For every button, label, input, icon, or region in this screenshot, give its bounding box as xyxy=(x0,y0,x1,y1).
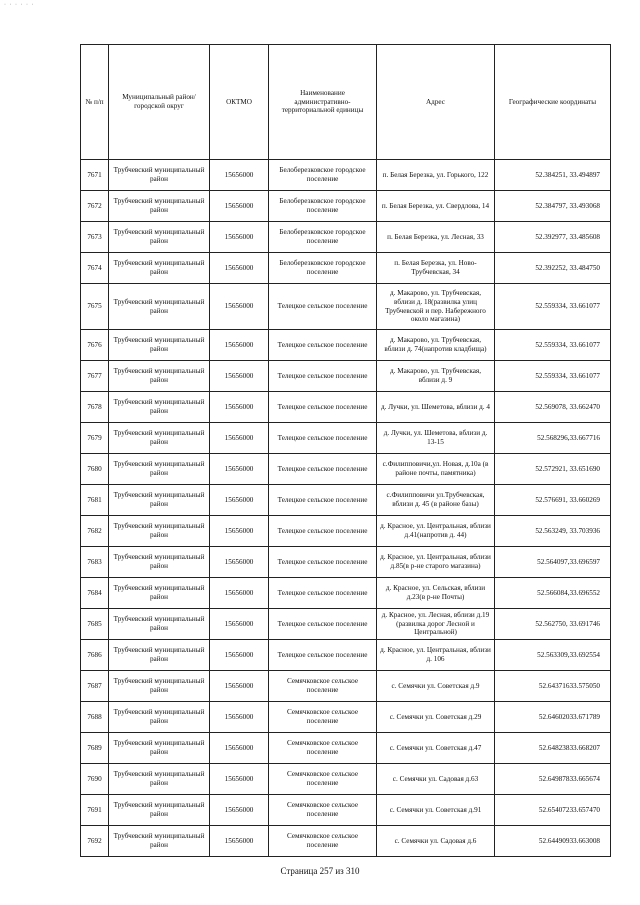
cell-address: п. Белая Березка, ул. Ново-Трубчевская, 34 xyxy=(377,253,495,284)
cell-address: с.Филипповичи ул.Трубчевская, вблизи д. 45 (в районе базы) xyxy=(377,485,495,516)
table-row xyxy=(81,253,611,284)
cell-coords: 52.563309,33.692554 xyxy=(495,640,611,671)
cell-coords: 52.559334, 33.661077 xyxy=(495,330,611,361)
cell-unit: Телецкое сельское поселение xyxy=(269,640,377,671)
cell-address: д. Лучки, ул. Шеметова, вблизи д. 4 xyxy=(377,392,495,423)
cell-num: 7692 xyxy=(81,826,109,857)
cell-num: 7685 xyxy=(81,609,109,640)
cell-oktmo: 15656000 xyxy=(210,423,269,454)
table-row xyxy=(81,191,611,222)
cell-address: с. Семячки ул. Советская д.9 xyxy=(377,671,495,702)
table-row xyxy=(81,392,611,423)
cell-district: Трубчевский муниципальный район xyxy=(109,516,210,547)
cell-address: п. Белая Березка, ул. Лесная, 33 xyxy=(377,222,495,253)
cell-oktmo: 15656000 xyxy=(210,671,269,702)
cell-district: Трубчевский муниципальный район xyxy=(109,392,210,423)
cell-num: 7679 xyxy=(81,423,109,454)
cell-address: п. Белая Березка, ул. Горького, 122 xyxy=(377,160,495,191)
cell-unit: Белоберезковское городское поселение xyxy=(269,191,377,222)
cell-unit: Семячковское сельское поселение xyxy=(269,733,377,764)
cell-num: 7680 xyxy=(81,454,109,485)
cell-unit: Телецкое сельское поселение xyxy=(269,609,377,640)
cell-oktmo: 15656000 xyxy=(210,547,269,578)
header-coords: Географические координаты xyxy=(495,45,611,160)
cell-num: 7688 xyxy=(81,702,109,733)
cell-coords: 52.559334, 33.661077 xyxy=(495,284,611,330)
table-row xyxy=(81,826,611,857)
cell-unit: Телецкое сельское поселение xyxy=(269,284,377,330)
cell-oktmo: 15656000 xyxy=(210,253,269,284)
table-row xyxy=(81,671,611,702)
cell-unit: Семячковское сельское поселение xyxy=(269,826,377,857)
cell-num: 7683 xyxy=(81,547,109,578)
scan-corner-mark: · · · · · · xyxy=(4,2,35,8)
cell-unit: Телецкое сельское поселение xyxy=(269,547,377,578)
cell-unit: Белоберезковское городское поселение xyxy=(269,222,377,253)
cell-address: д. Макарово, ул. Трубчевская, вблизи д. 9 xyxy=(377,361,495,392)
cell-district: Трубчевский муниципальный район xyxy=(109,609,210,640)
table-row xyxy=(81,222,611,253)
table-row xyxy=(81,423,611,454)
cell-num: 7684 xyxy=(81,578,109,609)
cell-coords: 52.65407233.657470 xyxy=(495,795,611,826)
cell-num: 7681 xyxy=(81,485,109,516)
header-oktmo: ОКТМО xyxy=(210,45,269,160)
cell-unit: Семячковское сельское поселение xyxy=(269,764,377,795)
cell-coords: 52.566084,33.696552 xyxy=(495,578,611,609)
cell-oktmo: 15656000 xyxy=(210,454,269,485)
cell-oktmo: 15656000 xyxy=(210,609,269,640)
cell-oktmo: 15656000 xyxy=(210,795,269,826)
cell-district: Трубчевский муниципальный район xyxy=(109,795,210,826)
cell-coords: 52.384251, 33.494897 xyxy=(495,160,611,191)
cell-oktmo: 15656000 xyxy=(210,640,269,671)
table-row xyxy=(81,547,611,578)
cell-district: Трубчевский муниципальный район xyxy=(109,702,210,733)
cell-num: 7686 xyxy=(81,640,109,671)
cell-district: Трубчевский муниципальный район xyxy=(109,253,210,284)
cell-num: 7677 xyxy=(81,361,109,392)
table-row xyxy=(81,578,611,609)
table-row xyxy=(81,516,611,547)
header-district: Муниципальный район/городской округ xyxy=(109,45,210,160)
cell-district: Трубчевский муниципальный район xyxy=(109,330,210,361)
cell-district: Трубчевский муниципальный район xyxy=(109,826,210,857)
cell-address: п. Белая Березка, ул. Свердлова, 14 xyxy=(377,191,495,222)
cell-num: 7682 xyxy=(81,516,109,547)
cell-coords: 52.564097,33.696597 xyxy=(495,547,611,578)
table-row xyxy=(81,454,611,485)
cell-unit: Телецкое сельское поселение xyxy=(269,392,377,423)
cell-unit: Телецкое сельское поселение xyxy=(269,330,377,361)
table-row xyxy=(81,361,611,392)
cell-district: Трубчевский муниципальный район xyxy=(109,547,210,578)
cell-oktmo: 15656000 xyxy=(210,702,269,733)
cell-num: 7687 xyxy=(81,671,109,702)
cell-address: д. Красное, ул. Сельская, вблизи д.23(в р-не Почты) xyxy=(377,578,495,609)
cell-address: д. Красное, ул. Лесная, вблизи д.19 (развилка дорог Лесной и Центральной) xyxy=(377,609,495,640)
cell-unit: Телецкое сельское поселение xyxy=(269,485,377,516)
table-row xyxy=(81,485,611,516)
cell-district: Трубчевский муниципальный район xyxy=(109,160,210,191)
cell-coords: 52.576691, 33.660269 xyxy=(495,485,611,516)
cell-coords: 52.572921, 33.651690 xyxy=(495,454,611,485)
cell-unit: Телецкое сельское поселение xyxy=(269,454,377,485)
table-row xyxy=(81,764,611,795)
cell-unit: Телецкое сельское поселение xyxy=(269,361,377,392)
cell-address: д. Красное, ул. Центральная, вблизи д. 106 xyxy=(377,640,495,671)
cell-oktmo: 15656000 xyxy=(210,392,269,423)
cell-unit: Телецкое сельское поселение xyxy=(269,423,377,454)
cell-address: с. Семячки ул. Советская д.47 xyxy=(377,733,495,764)
cell-coords: 52.64490933.663008 xyxy=(495,826,611,857)
cell-num: 7671 xyxy=(81,160,109,191)
cell-num: 7674 xyxy=(81,253,109,284)
table-row xyxy=(81,609,611,640)
cell-coords: 52.64602033.671789 xyxy=(495,702,611,733)
table-row xyxy=(81,733,611,764)
cell-district: Трубчевский муниципальный район xyxy=(109,191,210,222)
cell-coords: 52.64823833.668207 xyxy=(495,733,611,764)
cell-oktmo: 15656000 xyxy=(210,578,269,609)
cell-coords: 52.392252, 33.484750 xyxy=(495,253,611,284)
header-unit: Наименование административно-территориальной единицы xyxy=(269,45,377,160)
cell-district: Трубчевский муниципальный район xyxy=(109,284,210,330)
cell-district: Трубчевский муниципальный район xyxy=(109,454,210,485)
cell-coords: 52.64987833.665674 xyxy=(495,764,611,795)
cell-address: д. Лучки, ул. Шеметова, вблизи д. 13-15 xyxy=(377,423,495,454)
cell-district: Трубчевский муниципальный район xyxy=(109,671,210,702)
cell-district: Трубчевский муниципальный район xyxy=(109,485,210,516)
cell-coords: 52.568296,33.667716 xyxy=(495,423,611,454)
cell-num: 7689 xyxy=(81,733,109,764)
table-row xyxy=(81,160,611,191)
cell-oktmo: 15656000 xyxy=(210,764,269,795)
cell-unit: Телецкое сельское поселение xyxy=(269,578,377,609)
cell-unit: Белоберезковское городское поселение xyxy=(269,253,377,284)
cell-district: Трубчевский муниципальный район xyxy=(109,361,210,392)
cell-coords: 52.562750, 33.691746 xyxy=(495,609,611,640)
cell-num: 7672 xyxy=(81,191,109,222)
cell-coords: 52.392977, 33.485608 xyxy=(495,222,611,253)
header-address: Адрес xyxy=(377,45,495,160)
cell-coords: 52.64371633.575050 xyxy=(495,671,611,702)
cell-coords: 52.559334, 33.661077 xyxy=(495,361,611,392)
cell-district: Трубчевский муниципальный район xyxy=(109,733,210,764)
cell-coords: 52.563249, 33.703936 xyxy=(495,516,611,547)
cell-district: Трубчевский муниципальный район xyxy=(109,423,210,454)
cell-address: д. Красное, ул. Центральная, вблизи д.41(напротив д. 44) xyxy=(377,516,495,547)
cell-unit: Семячковское сельское поселение xyxy=(269,702,377,733)
table-row xyxy=(81,702,611,733)
cell-num: 7675 xyxy=(81,284,109,330)
cell-oktmo: 15656000 xyxy=(210,160,269,191)
table-row xyxy=(81,284,611,330)
cell-oktmo: 15656000 xyxy=(210,222,269,253)
page-footer: Страница 257 из 310 xyxy=(280,866,360,876)
cell-address: с. Семячки ул. Советская д.29 xyxy=(377,702,495,733)
cell-oktmo: 15656000 xyxy=(210,284,269,330)
cell-district: Трубчевский муниципальный район xyxy=(109,640,210,671)
cell-coords: 52.384797, 33.493068 xyxy=(495,191,611,222)
cell-oktmo: 15656000 xyxy=(210,733,269,764)
table-row xyxy=(81,330,611,361)
cell-unit: Семячковское сельское поселение xyxy=(269,795,377,826)
cell-oktmo: 15656000 xyxy=(210,826,269,857)
cell-oktmo: 15656000 xyxy=(210,361,269,392)
table-header-row xyxy=(81,45,611,160)
table-row xyxy=(81,640,611,671)
cell-address: д. Красное, ул. Центральная, вблизи д.85(в р-не старого магазина) xyxy=(377,547,495,578)
cell-district: Трубчевский муниципальный район xyxy=(109,222,210,253)
cell-address: с.Филипповичи,ул. Новая, д.10а (в районе почты, памятника) xyxy=(377,454,495,485)
cell-address: д. Макарово, ул. Трубчевская, вблизи д. 18(развилка улиц Трубчевской и пер. Набережного около магазина) xyxy=(377,284,495,330)
cell-address: с. Семячки ул. Садовая д.63 xyxy=(377,764,495,795)
cell-address: д. Макарово, ул. Трубчевская, вблизи д. 74(напротив кладбища) xyxy=(377,330,495,361)
cell-oktmo: 15656000 xyxy=(210,330,269,361)
cell-district: Трубчевский муниципальный район xyxy=(109,578,210,609)
cell-oktmo: 15656000 xyxy=(210,191,269,222)
table-row xyxy=(81,795,611,826)
cell-num: 7678 xyxy=(81,392,109,423)
registry-table xyxy=(80,44,611,857)
cell-unit: Телецкое сельское поселение xyxy=(269,516,377,547)
header-num: № п/п xyxy=(81,45,109,160)
cell-num: 7673 xyxy=(81,222,109,253)
cell-oktmo: 15656000 xyxy=(210,485,269,516)
cell-num: 7691 xyxy=(81,795,109,826)
cell-oktmo: 15656000 xyxy=(210,516,269,547)
cell-address: с. Семячки ул. Советская д.91 xyxy=(377,795,495,826)
cell-num: 7690 xyxy=(81,764,109,795)
cell-address: с. Семячки ул. Садовая д.6 xyxy=(377,826,495,857)
cell-num: 7676 xyxy=(81,330,109,361)
cell-unit: Белоберезковское городское поселение xyxy=(269,160,377,191)
cell-unit: Семячковское сельское поселение xyxy=(269,671,377,702)
cell-coords: 52.569078, 33.662470 xyxy=(495,392,611,423)
cell-district: Трубчевский муниципальный район xyxy=(109,764,210,795)
